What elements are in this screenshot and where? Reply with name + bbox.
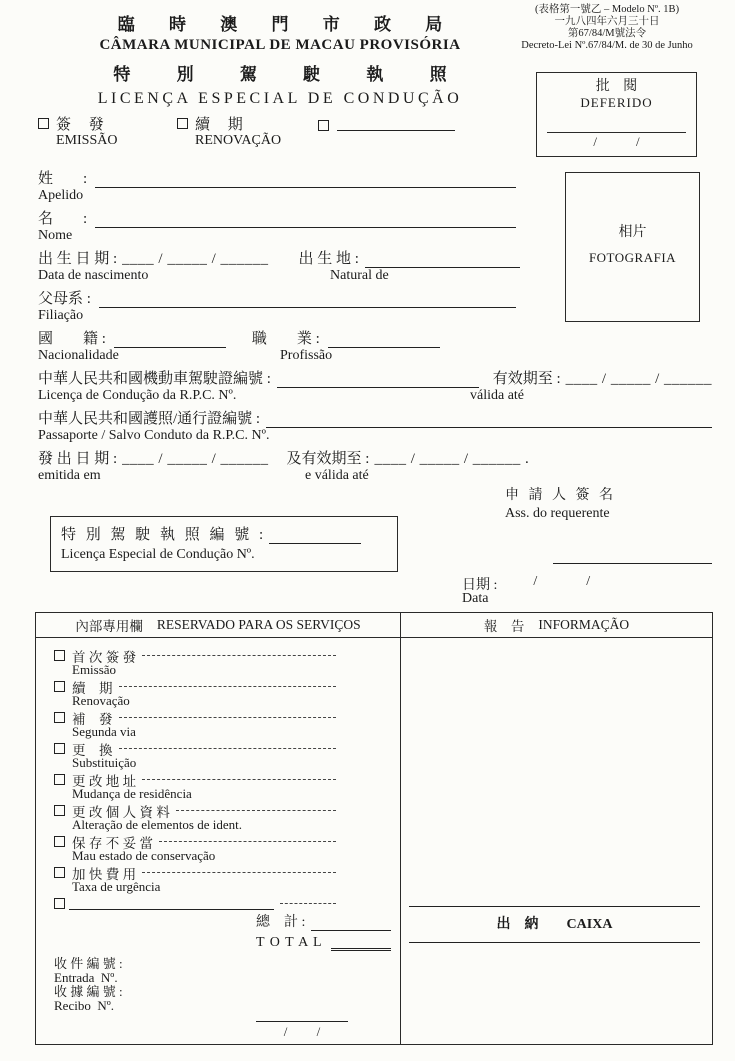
decree-date-zh: 一九八四年六月三十日 (554, 16, 660, 27)
service-item-renewal: 續 期 Renovação (54, 679, 336, 708)
applicant-signature-label-zh: 申 請 人 簽 名 (505, 488, 613, 503)
birthplace-input-line[interactable] (365, 254, 520, 268)
dash-leader (119, 686, 337, 687)
prc-license-input-line[interactable] (277, 374, 479, 388)
org-title-zh: 臨 時 澳 門 市 政 局 (117, 15, 443, 34)
org-title-pt: CÂMARA MUNICIPAL DE MACAU PROVISÓRIA (99, 37, 461, 53)
dash-leader (142, 872, 336, 873)
issue-valid-label-zh: 及有效期至 : (286, 451, 370, 467)
poor-condition-checkbox[interactable] (54, 836, 65, 847)
total-label-pt: T O T A L (256, 935, 323, 950)
services-info-header (401, 613, 712, 638)
caixa-block (409, 906, 700, 943)
dash-leader (142, 779, 336, 780)
other-service-checkbox[interactable] (54, 898, 65, 909)
name-label-zh: 名 : (38, 211, 88, 227)
issue-date-label-zh: 發 出 日 期 : (38, 451, 118, 467)
passport-input-line[interactable] (266, 414, 712, 428)
dash-leader (119, 748, 337, 749)
option-emissao (38, 115, 117, 149)
services-info-body (401, 638, 712, 1044)
entrada-label-pt: Entrada Nº. (54, 970, 118, 985)
other-option-input-line[interactable] (337, 117, 455, 131)
renovacao-label-pt: RENOVAÇÃO (195, 133, 282, 148)
service-item-other (54, 896, 336, 911)
decree-number-pt: Decreto-Lei Nº.67/84/M. de 30 de Junho (521, 40, 693, 51)
model-number-line: (表格第一號乙 – Modelo Nº. 1B) (534, 4, 680, 15)
surname-label-zh: 姓 : (38, 171, 88, 187)
service-item-address-change: 更 改 地 址 Mudança de residência (54, 772, 336, 801)
form-header (0, 10, 560, 108)
dash-leader (142, 655, 336, 656)
services-section (35, 612, 713, 1045)
dash-leader (159, 841, 336, 842)
field-nationality-profession (38, 328, 714, 365)
services-internal-body (36, 638, 400, 1044)
license-number-label-zh: 特 別 駕 駛 執 照 編 號 : (61, 527, 264, 543)
total-row-pt (256, 935, 391, 951)
request-type-row (38, 115, 518, 153)
service-item-replacement: 更 換 Substituição (54, 741, 336, 770)
nationality-label-zh: 國 籍 : (38, 331, 106, 347)
passport-label-pt: Passaporte / Salvo Conduto da R.P.C. Nº. (38, 428, 270, 443)
filiation-label-pt: Filiação (38, 308, 84, 323)
total-row (256, 915, 391, 931)
renewal-checkbox[interactable] (54, 681, 65, 692)
birthplace-label-zh: 出 生 地 : (298, 251, 359, 267)
deferido-date-line[interactable] (547, 132, 686, 133)
issue-valid-label-pt: e válida até (305, 468, 369, 483)
address-change-checkbox[interactable] (54, 774, 65, 785)
duplicate-checkbox[interactable] (54, 712, 65, 723)
license-number-label-pt: Licença Especial de Condução Nº. (61, 547, 255, 562)
field-surname (38, 168, 714, 205)
option-renovacao (177, 115, 281, 149)
license-number-box (50, 516, 398, 572)
prc-license-valid-label-zh: 有效期至 : (492, 371, 561, 387)
service-item-personal-data-change: 更 改 個 人 資 料 Alteração de elementos de ident. (54, 803, 336, 832)
renovacao-checkbox[interactable] (177, 118, 188, 129)
info-header-pt: INFORMAÇÃO (538, 617, 630, 632)
personal-data-change-checkbox[interactable] (54, 805, 65, 816)
total-double-rule (331, 941, 391, 951)
decree-number-zh: 第67/84/M號法令 (567, 28, 647, 39)
issue-date-input[interactable]: ____ / _____ / ______ (122, 451, 269, 467)
prc-license-valid-label-pt: válida até (470, 388, 525, 403)
services-internal-column (36, 613, 401, 1044)
services-info-column (401, 613, 712, 1044)
info-header-zh: 報 告 (483, 619, 525, 634)
prc-license-valid-input[interactable]: ____ / _____ / ______ (565, 371, 712, 387)
service-item-first-issue: 首 次 簽 發 Emissão (54, 648, 336, 677)
birthdate-input[interactable]: ____ / _____ / ______ (122, 251, 269, 267)
services-date-line[interactable] (256, 1012, 348, 1022)
applicant-signature-label (505, 484, 613, 522)
caixa-line-bottom[interactable] (409, 942, 700, 943)
issue-valid-input[interactable]: ____ / _____ / ______ . (374, 451, 530, 467)
deferido-date-slashes: / / (593, 134, 640, 149)
date-block (462, 574, 712, 607)
nationality-label-pt: Nacionalidade (38, 348, 119, 363)
first-issue-checkbox[interactable] (54, 650, 65, 661)
name-label-pt: Nome (38, 228, 73, 243)
date-label-pt: Data (462, 591, 489, 606)
dash-leader (280, 903, 336, 904)
field-passport (38, 408, 714, 445)
filiation-label-zh: 父母系 : (38, 291, 91, 307)
deferido-approval-box (536, 72, 697, 157)
form-title-pt: LICENÇA ESPECIAL DE CONDUÇÃO (97, 90, 463, 107)
nationality-input-line[interactable] (114, 334, 226, 348)
field-name (38, 208, 714, 245)
birthdate-label-pt: Data de nascimento (38, 268, 149, 283)
filiation-input-line[interactable] (99, 294, 516, 308)
photo-label-pt: FOTOGRAFIA (588, 250, 677, 265)
surname-input-line[interactable] (95, 174, 516, 188)
option-other (318, 115, 455, 131)
emissao-checkbox[interactable] (38, 118, 49, 129)
service-item-duplicate: 補 發 Segunda via (54, 710, 336, 739)
profession-input-line[interactable] (328, 334, 440, 348)
total-input-line[interactable] (311, 919, 391, 931)
applicant-signature-label-pt: Ass. do requerente (505, 506, 610, 521)
photo-label-zh: 相片 (618, 225, 647, 240)
profession-label-zh: 職 業 : (251, 331, 320, 347)
renovacao-label-zh: 續 期 (195, 116, 243, 133)
license-number-input-line[interactable] (269, 530, 361, 544)
birthdate-label-zh: 出 生 日 期 : (38, 251, 118, 267)
applicant-signature-line[interactable] (553, 563, 712, 564)
surname-label-pt: Apelido (38, 188, 84, 203)
field-issue-date (38, 448, 714, 485)
prc-license-label-pt: Licença de Condução da R.P.C. Nº. (38, 388, 237, 403)
date-label-zh: 日期 : (462, 578, 498, 593)
prc-license-label-zh: 中華人民共和國機動車駕駛證編號 : (38, 371, 271, 387)
field-filiation (38, 288, 714, 325)
field-prc-license (38, 368, 714, 405)
emissao-label-pt: EMISSÃO (56, 133, 118, 148)
services-internal-header (36, 613, 400, 638)
form-title-zh: 特 別 駕 駛 執 照 (113, 65, 447, 84)
internal-header-pt: RESERVADO PARA OS SERVIÇOS (156, 617, 361, 632)
service-item-poor-condition: 保 存 不 妥 當 Mau estado de conservação (54, 834, 336, 863)
recibo-label-zh: 收 據 編 號 : (54, 984, 123, 999)
service-item-urgency-fee: 加 快 費 用 Taxa de urgência (54, 865, 336, 894)
other-option-checkbox[interactable] (318, 120, 329, 131)
total-label-zh: 總 計 : (256, 915, 306, 930)
recibo-label-pt: Recibo Nº. (54, 998, 114, 1013)
other-service-input-line[interactable] (69, 898, 274, 910)
services-date-slashes: / / (283, 1024, 321, 1039)
name-input-line[interactable] (95, 214, 516, 228)
urgency-fee-checkbox[interactable] (54, 867, 65, 878)
deferido-label-zh: 批 閱 (595, 79, 638, 94)
entrada-label-zh: 收 件 編 號 : (54, 956, 123, 971)
emissao-label-zh: 簽 發 (56, 116, 104, 133)
date-slashes: / / (533, 574, 591, 589)
services-date-field (256, 1012, 348, 1040)
passport-label-zh: 中華人民共和國護照/通行證編號 : (38, 411, 261, 427)
profession-label-pt: Profissão (280, 348, 333, 363)
dash-leader (119, 717, 337, 718)
birthplace-label-pt: Natural de (330, 268, 389, 283)
caixa-label-zh: 出 納 (496, 917, 539, 932)
caixa-label-pt: CAIXA (566, 917, 613, 932)
replacement-checkbox[interactable] (54, 743, 65, 754)
internal-header-zh: 內部專用欄 (75, 619, 143, 634)
dash-leader (176, 810, 336, 811)
issue-date-label-pt: emitida em (38, 468, 101, 483)
entry-receipt-block (54, 957, 400, 1013)
deferido-label-pt: DEFERIDO (580, 95, 653, 110)
personal-data-fields (38, 168, 714, 488)
field-birth (38, 248, 714, 285)
